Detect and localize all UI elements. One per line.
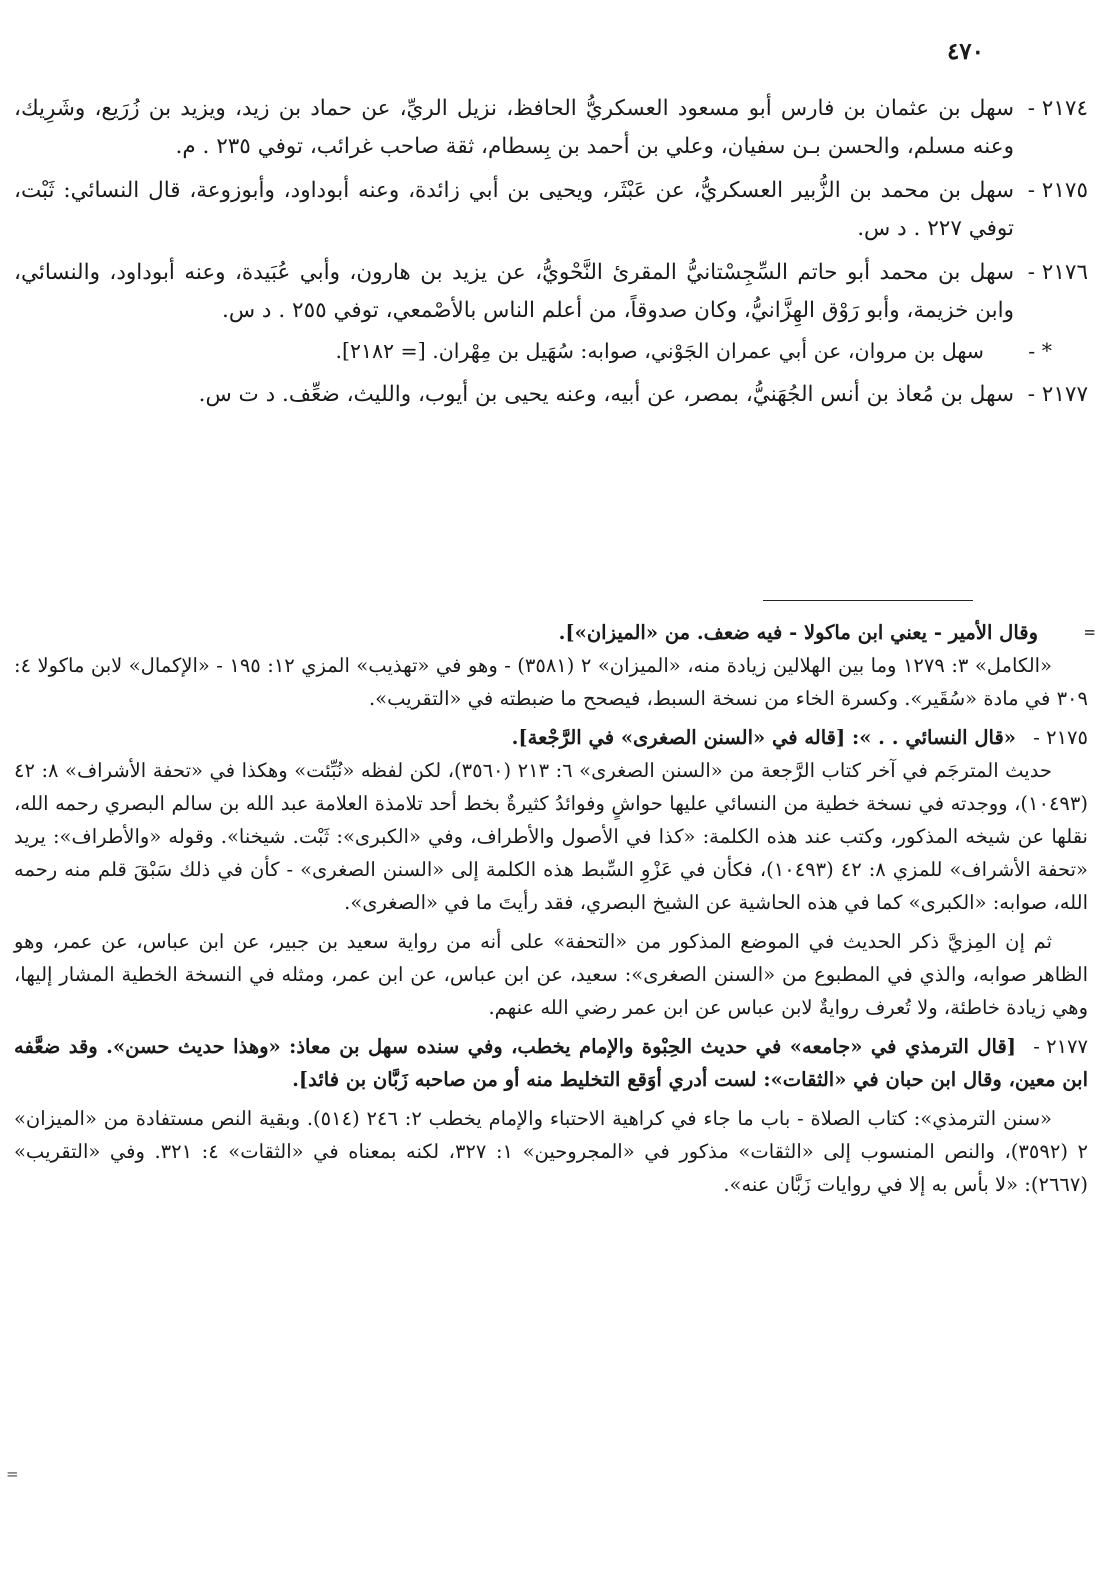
footnote-continuation-body: «الكامل» ٣: ١٢٧٩ وما بين الهلالين زيادة منه، «الميزان» ٢ (٣٥٨١) - وهو في «تهذيب» المزي ١٢: ١٩٥ - «الإكمال» لابن ماكولا ٤: ٣٠٩ في مادة «سُقَير». وكسرة الخاء من نسخة السبط، فيصحح ما ضبطته في «التقريب». xyxy=(14,654,1088,710)
footnote-separator xyxy=(763,600,973,601)
footnote-paragraph: ثم إن المِزيَّ ذكر الحديث في الموضع المذكور من «التحفة» على أنه من رواية سعيد بن جبير، عن ابن عباس، عن عمر، وهو الظاهر صوابه، والذي في المطبوع من «السنن الصغرى»: سعيد، عن ابن عباس، عن ابن عمر، ومثله في النسخة الخطية المشار إليها، وهي زيادة خاطئة، ولا تُعرف روايةٌ لابن عباس عن ابن عمر رضي الله عنهم. xyxy=(14,930,1088,1019)
footnote-text: وقال الأمير - يعني ابن ماكولا - فيه ضعف. من «الميزان»]. xyxy=(558,621,1038,644)
entry-number: ٢١٧٧ - xyxy=(1027,382,1088,407)
entry-number: ٢١٧٤ - xyxy=(1027,96,1088,121)
entry-2177 xyxy=(14,376,1088,414)
entry-2176 xyxy=(14,254,1088,330)
footnote-title: «قال النسائي . . »: [قاله في «السنن الصغرى» في الرَّجْعة]. xyxy=(511,726,1016,749)
footnote-number: ٢١٧٧ - xyxy=(1033,1035,1088,1058)
entry-2175 xyxy=(14,172,1088,248)
footnote-paragraph: حديث المترجَم في آخر كتاب الرَّجعة من «السنن الصغرى» ٦: ٢١٣ (٣٥٦٠)، لكن لفظه «نُبِّئت» وهكذا في «تحفة الأشراف» ٨: ٤٢ (١٠٤٩٣)، ووجدته في نسخة خطية من النسائي عليها حواشٍ وفوائدُ كثيرةٌ بخط أحد تلامذة العلامة عبد الله بن سالم البصري رحمه الله، نقلها عن شيخه المذكور، وكتب عند هذه الكلمة: «كذا في الأصول والأطراف، وفي «الكبرى»: ثَبْت. شيخنا». وقوله «والأطراف»: يريد «تحفة الأشراف» للمزي ٨: ٤٢ (١٠٤٩٣)، فكأن في عَزْوِ السِّبط هذه الكلمة إلى «السنن الصغرى» - كأن في ذلك سَبْقَ قلم منه رحمه الله، صوابه: «الكبرى» كما في هذه الحاشية عن الشيخ البصري، فقد رأيتَ ما في «الصغرى». xyxy=(14,759,1088,914)
footnote-title: [قال الترمذي في «جامعه» في حديث الحِبْوة والإمام يخطب، وفي سنده سهل بن معاذ: «وهذا حديث حسن». وقد ضعَّفه ابن معين، وقال ابن حبان في «الثقات»: لست أدري أوَقع التخليط منه أو من صاحبه زَبَّان بن فائد]. xyxy=(14,1035,1088,1091)
entry-text: سهل بن محمد أبو حاتم السِّجِسْتانيُّ المقرئ النَّحْويُّ، عن يزيد بن هارون، وأبي عُبَيدة، وعنه أبوداود، والنسائي، وابن خزيمة، وأبو رَوْق الهِزَّانيُّ، وكان صدوقاً، من أعلم الناس بالأصْمعي، توفي ٢٥٥ . د س. xyxy=(14,260,1014,323)
continuation-marker: = xyxy=(1083,623,1096,641)
footnote-continuation-head xyxy=(14,616,1096,649)
entry-text: سهل بن مروان، عن أبي عمران الجَوْني، صوابه: سُهَيل بن مِهْران. [= ٢١٨٢]. xyxy=(335,339,984,363)
entry-number: ٢١٧٦ - xyxy=(1027,260,1088,285)
entry-text: سهل بن عثمان بن فارس أبو مسعود العسكريُّ الحافظ، نزيل الريِّ، عن حماد بن زيد، ويزيد بن زُرَيع، وشَرِيك، وعنه مسلم، والحسن بـن سفيان، وعلي بن أحمد بن بِسطام، ثقة صاحب غرائب، توفي ٢٣٥ . م. xyxy=(14,96,1014,159)
biography-entries xyxy=(14,90,1088,420)
page-number: ٤٧٠ xyxy=(946,38,984,65)
entry-text: سهل بن مُعاذ بن أنس الجُهَنيُّ، بمصر، عن أبيه، وعنه يحيى بن أيوب، والليث، ضعِّف. د ت س. xyxy=(198,382,1014,407)
footnote-2177 xyxy=(14,1030,1088,1201)
entry-text: سهل بن محمد بن الزُّبير العسكريُّ، عن عَبْثَر، ويحيى بن أبي زائدة، وعنه أبوداود، وأبوزوعة، قال النسائي: ثَبْت، توفي ٢٢٧ . د س. xyxy=(14,178,1014,241)
entry-2174 xyxy=(14,90,1088,166)
continuation-marker: = xyxy=(6,1465,19,1483)
footnote-2175 xyxy=(14,721,1088,1024)
footnote-number: ٢١٧٥ - xyxy=(1033,726,1088,749)
footnotes-section xyxy=(14,616,1096,1201)
footnote-paragraph: «سنن الترمذي»: كتاب الصلاة - باب ما جاء في كراهية الاحتباء والإمام يخطب ٢: ٢٤٦ (٥١٤). وبقية النص مستفادة من «الميزان» ٢ (٣٥٩٢)، والنص المنسوب إلى «الثقات» مذكور في «المجروحين» ١: ٣٢٧، لكنه بمعناه في «الثقات» ٤: ٣٢١. وفي «التقريب» (٢٦٦٧): «لا بأس به إلا في روايات زَبَّان عنه». xyxy=(14,1107,1088,1196)
entry-number: ٢١٧٥ - xyxy=(1027,178,1088,203)
cross-reference-entry xyxy=(14,334,1088,368)
asterisk-marker: * - xyxy=(1028,339,1052,363)
